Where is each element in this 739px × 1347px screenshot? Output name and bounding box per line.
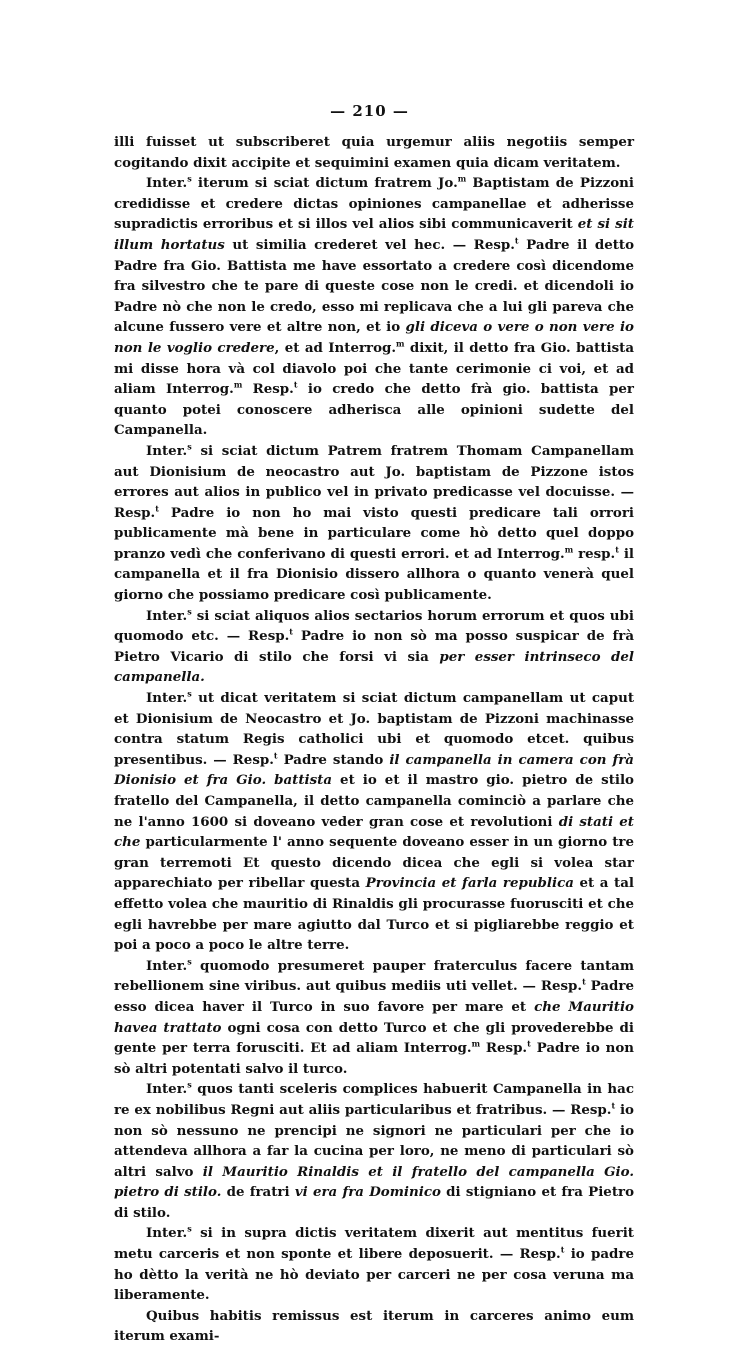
abbreviation-superscript: t [582, 976, 586, 987]
italic-run: Provincia et farla republica [365, 875, 574, 892]
body-text [114, 132, 634, 1347]
text-run: io non sò nessuno ne prencipi ne signori ne particulari per che io attendeva allhora a far la cucina per loro, ne meno di particulari sò altri salvo [114, 1101, 634, 1180]
paragraph [114, 132, 634, 173]
text-run: Padre esso dicea haver il Turco in suo favore per mare et [114, 978, 634, 1015]
abbreviation-superscript: m [396, 338, 405, 349]
text-run: Inter. [146, 442, 188, 459]
abbreviation-superscript: t [560, 1244, 565, 1255]
text-run: Inter. [146, 175, 188, 192]
text-run: ogni cosa con detto Turco et che gli provederebbe di gente per terra forusciti. Et ad aliam Interrog. [114, 1019, 634, 1057]
text-run: Padre io non sò altri potentati salvo il turco. [114, 1040, 634, 1077]
abbreviation-superscript: s [187, 1224, 192, 1234]
text-run: il campanella et il fra Dionisio dissero allhora o quanto venerà quel giorno che possiamo predicare così publicamente. [114, 545, 634, 604]
italic-run: per esser intrinseco del campanella. [114, 648, 634, 686]
abbreviation-superscript: t [615, 544, 619, 555]
abbreviation-superscript: s [187, 688, 192, 699]
abbreviation-superscript: t [527, 1038, 531, 1049]
text-run: si sciat aliquos alios sectarios horum errorum et quos ubi quomodo etc. — Resp. [114, 607, 634, 645]
text-run: si in supra dictis veritatem dixerit aut mentitus fuerit metu carceris et non sponte et libere deposuerit. — Resp. [114, 1225, 634, 1263]
text-run: Baptistam de Pizzoni credidisse et credere dictas opiniones campanellae et adherisse supradictis erroribus et si illos vel alios sibi communicaverit [114, 175, 634, 233]
text-run: , et ad Interrog. [274, 339, 397, 356]
paragraph [114, 956, 634, 1080]
italic-run: vi era fra Dominico [294, 1184, 441, 1201]
text-run: Padre il detto Padre fra Gio. Battista me have essortato a credere così dicendome fra silvestro che te pare di queste cose non le credi. et dicendoli io Padre nò che non le credo, esso mi replicava che a lui gli pareva che alcune fussero vere et altre non, et io [114, 236, 635, 336]
paragraph [114, 441, 634, 606]
paragraph [114, 1079, 634, 1223]
text-run: quos tanti sceleris complices habuerit Campanella in hac re ex nobilibus Regni aut aliis particularibus et fratribus. — Resp. [114, 1081, 634, 1118]
text-run: et io et il mastro gio. pietro de stilo fratello del Campanella, il detto campanella cominciò a parlare che ne l'anno 1600 si doveano veder gran cose et revolutioni [114, 772, 634, 830]
text-run: illi fuisset ut subscriberet quia urgemur aliis negotiis semper cogitando dixit accipite et sequimini examen quia dicam veritatem. [114, 134, 634, 171]
text-run: et a tal effetto volea che mauritio di Rinaldis gli procurasse fuorusciti et che egli havrebbe per mare agiutto dal Turco et si pigliarebbe reggio et poi a poco a poco le altre terre. [114, 875, 634, 954]
italic-run: che Mauritio havea trattato [114, 998, 634, 1036]
abbreviation-superscript: s [187, 606, 192, 617]
abbreviation-superscript: m [471, 1038, 481, 1049]
abbreviation-superscript: s [187, 956, 192, 967]
abbreviation-superscript: t [289, 626, 293, 637]
paragraph [114, 1223, 634, 1305]
abbreviation-superscript: m [564, 544, 574, 555]
abbreviation-superscript: s [187, 1079, 192, 1090]
paragraph [114, 173, 634, 441]
text-run: Resp. [480, 1040, 528, 1057]
text-run: io padre ho dètto la verità ne hò deviato per carceri ne per cosa veruna ma liberamente. [114, 1246, 634, 1304]
abbreviation-superscript: t [293, 379, 298, 390]
paragraph [114, 606, 634, 688]
abbreviation-superscript: s [187, 173, 192, 184]
text-run: Padre io non sò ma posso suspicar de frà Pietro Vicario di stilo che forsi vi sia [114, 628, 634, 665]
abbreviation-superscript: s [187, 441, 192, 452]
text-run: Inter. [146, 1225, 188, 1242]
text-run: particularmente l' anno sequente doveano esser in un giorno tre gran terremoti Et questo dicendo dicea che egli si volea star apparechiato per ribellar questa [114, 834, 634, 892]
text-run: dixit, il detto fra Gio. battista mi disse hora và col diavolo poi che tante cerimonie ci voi, et ad aliam Interrog. [114, 339, 634, 398]
abbreviation-superscript: t [155, 503, 159, 514]
text-run: Resp. [242, 381, 294, 398]
text-run: ut similia crederet vel hec. — Resp. [224, 236, 515, 253]
text-run: Quibus habitis remissus est iterum in carceres animo eum iterum exami- [114, 1307, 634, 1345]
text-run: Inter. [146, 690, 188, 707]
italic-run: il campanella in camera con frà Dionisio et fra Gio. battista [114, 751, 634, 789]
text-run: quomodo presumeret pauper fraterculus facere tantam rebellionem sine viribus. aut quibus mediis uti vellet. — Resp. [114, 957, 634, 995]
page-number: — 210 — [330, 102, 409, 120]
italic-run: di stati et che [114, 813, 634, 851]
text-run: si sciat dictum Patrem fratrem Thomam Campanellam aut Dionisium de neocastro aut Jo. baptistam de Pizzone istos errores aut alios in publico vel in privato predicasse vel docuisse. — Resp. [114, 442, 634, 521]
text-run: de fratri [221, 1184, 295, 1201]
italic-run: il Mauritio Rinaldis et il fratello del campanella Gio. pietro di stilo. [114, 1163, 634, 1201]
abbreviation-superscript: t [611, 1100, 616, 1111]
text-run: ut dicat veritatem si sciat dictum campanellam ut caput et Dionisium de Neocastro et Jo. baptistam de Pizzoni machinasse contra statum Regis catholici ubi et quomodo etcet. quibus presentibus. — Resp. [114, 690, 634, 768]
paragraph [114, 688, 634, 956]
text-run: io credo che detto frà gio. battista per quanto potei conoscere adherisca alle opinioni sudette del Campanella. [114, 381, 634, 439]
abbreviation-superscript: m [457, 173, 467, 184]
text-run: Padre stando [277, 751, 390, 768]
abbreviation-superscript: t [273, 750, 278, 761]
text-run: Padre io non ho mai visto questi predicare tali orrori publicamente mà bene in particulare come hò detto quel doppo pranzo vedì che conferivano di questi errori. et ad Interrog. [114, 504, 634, 562]
abbreviation-superscript: t [514, 235, 519, 246]
italic-run: et si sit illum hortatus [114, 216, 634, 253]
text-run: iterum si sciat dictum fratrem Jo. [191, 175, 458, 192]
paragraph [114, 1306, 634, 1347]
abbreviation-superscript: m [233, 379, 243, 390]
text-run: Inter. [146, 957, 188, 974]
text-run: Inter. [146, 607, 188, 624]
text-run: di stigniano et fra Pietro di stilo. [114, 1184, 635, 1221]
text-run: Inter. [146, 1081, 188, 1098]
italic-run: gli diceva o vere o non vere io non le voglio credere [114, 319, 634, 356]
text-run: resp. [573, 545, 616, 562]
